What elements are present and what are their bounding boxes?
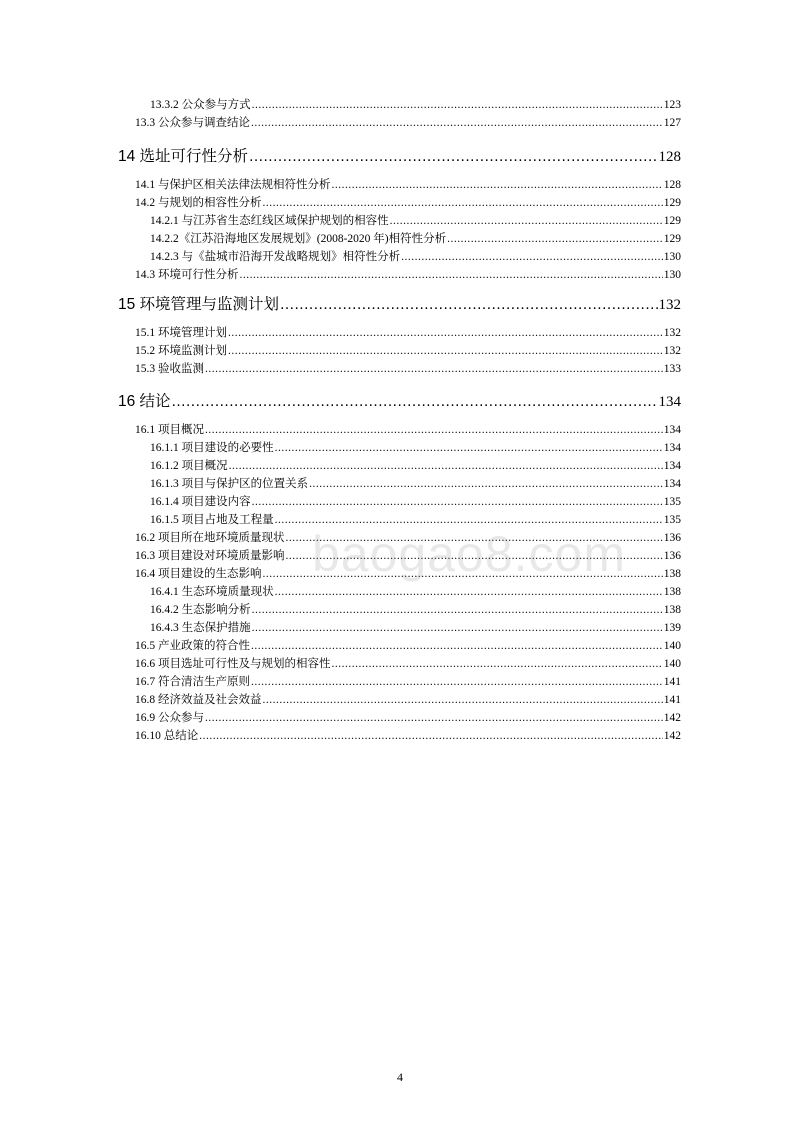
dot-leader bbox=[251, 638, 663, 655]
toc-entry-page: 140 bbox=[663, 658, 681, 670]
toc-entry[interactable] bbox=[150, 458, 681, 475]
toc-entry[interactable] bbox=[135, 361, 681, 378]
toc-entry-page: 135 bbox=[663, 496, 681, 508]
dot-leader bbox=[228, 343, 663, 360]
toc-entry-page: 134 bbox=[663, 478, 681, 490]
toc-entry-title: 14.2.1 与江苏省生态红线区域保护规划的相容性 bbox=[150, 215, 389, 227]
toc-entry-title: 16.4.3 生态保护措施 bbox=[150, 622, 251, 634]
toc-entry-page: 136 bbox=[663, 532, 681, 544]
toc-entry[interactable] bbox=[135, 710, 681, 727]
toc-entry-page: 140 bbox=[663, 640, 681, 652]
toc-entry-page: 141 bbox=[663, 676, 681, 688]
watermark: baogao8.com bbox=[312, 526, 627, 582]
toc-entry[interactable] bbox=[150, 249, 681, 266]
toc-entry[interactable] bbox=[135, 115, 681, 132]
dot-leader bbox=[263, 692, 663, 709]
dot-leader bbox=[199, 728, 663, 745]
page-number: 4 bbox=[397, 1070, 403, 1084]
toc-entry[interactable] bbox=[135, 422, 681, 439]
toc-entry-page: 133 bbox=[663, 363, 681, 375]
dot-leader bbox=[240, 267, 663, 284]
toc-entry-page: 134 bbox=[663, 442, 681, 454]
toc-entry[interactable] bbox=[135, 325, 681, 342]
dot-leader bbox=[252, 97, 663, 114]
toc-entry-title: 16.3 项目建设对环境质量影响 bbox=[135, 550, 285, 562]
dot-leader bbox=[447, 231, 663, 248]
toc-entry-page: 138 bbox=[663, 604, 681, 616]
dot-leader bbox=[275, 440, 663, 457]
toc-entry-page: 129 bbox=[663, 197, 681, 209]
toc-entry-page: 135 bbox=[663, 514, 681, 526]
toc-entry-title: 13.3.2 公众参与方式 bbox=[150, 99, 251, 111]
toc-entry-title: 16.1 项目概况 bbox=[135, 424, 204, 436]
toc-entry[interactable] bbox=[150, 494, 681, 511]
toc-entry[interactable] bbox=[150, 213, 681, 230]
toc-entry-title: 16.5 产业政策的符合性 bbox=[135, 640, 250, 652]
toc-entry-page: 129 bbox=[663, 215, 681, 227]
toc-entry-page: 129 bbox=[663, 233, 681, 245]
dot-leader bbox=[251, 115, 663, 132]
toc-entry-title: 16.9 公众参与 bbox=[135, 712, 204, 724]
toc-entry-page: 132 bbox=[663, 327, 681, 339]
toc-entry-page: 134 bbox=[663, 460, 681, 472]
toc-entry[interactable] bbox=[135, 638, 681, 655]
dot-leader bbox=[309, 476, 663, 493]
dot-leader bbox=[205, 361, 663, 378]
dot-leader bbox=[228, 325, 663, 342]
toc-entry[interactable] bbox=[135, 343, 681, 360]
toc-entry-title: 14 选址可行性分析 bbox=[118, 148, 249, 165]
toc-entry-title: 16.8 经济效益及社会效益 bbox=[135, 694, 262, 706]
toc-entry-title: 16.1.1 项目建设的必要性 bbox=[150, 442, 274, 454]
toc-entry-page: 134 bbox=[663, 424, 681, 436]
toc-entry-title: 15.1 环境管理计划 bbox=[135, 327, 227, 339]
toc-entry[interactable] bbox=[135, 728, 681, 745]
toc-entry[interactable] bbox=[150, 584, 681, 601]
toc-entry-page: 136 bbox=[663, 550, 681, 562]
toc-entry-page: 132 bbox=[658, 297, 681, 313]
toc-entry-title: 16.10 总结论 bbox=[135, 730, 199, 742]
toc-entry-title: 16.1.5 项目占地及工程量 bbox=[150, 514, 274, 526]
toc-entry-title: 15 环境管理与监测计划 bbox=[118, 296, 280, 313]
toc-entry-page: 134 bbox=[658, 394, 681, 410]
dot-leader bbox=[205, 710, 663, 727]
toc-entry-page: 141 bbox=[663, 694, 681, 706]
toc-chapter-entry[interactable] bbox=[118, 293, 681, 317]
toc-entry-title: 14.2 与规划的相容性分析 bbox=[135, 197, 262, 209]
toc-entry-page: 142 bbox=[663, 712, 681, 724]
toc-entry-page: 138 bbox=[663, 586, 681, 598]
toc-entry-page: 127 bbox=[663, 117, 681, 129]
dot-leader bbox=[390, 213, 663, 230]
toc-entry-title: 16 结论 bbox=[118, 393, 171, 410]
toc-entry[interactable] bbox=[150, 620, 681, 637]
toc-entry-title: 16.2 项目所在地环境质量现状 bbox=[135, 532, 285, 544]
toc-entry-page: 128 bbox=[658, 149, 681, 165]
dot-leader bbox=[252, 494, 663, 511]
toc-entry[interactable] bbox=[135, 674, 681, 691]
dot-leader bbox=[332, 656, 663, 673]
toc-entry-title: 14.2.2《江苏沿海地区发展规划》(2008-2020 年)相符性分析 bbox=[150, 233, 447, 245]
toc-entry[interactable] bbox=[135, 656, 681, 673]
toc-entry-title: 14.3 环境可行性分析 bbox=[135, 269, 239, 281]
dot-leader bbox=[229, 458, 663, 475]
toc-entry-page: 130 bbox=[663, 269, 681, 281]
toc-entry-title: 16.1.3 项目与保护区的位置关系 bbox=[150, 478, 309, 490]
toc-entry-page: 130 bbox=[663, 251, 681, 263]
dot-leader bbox=[280, 293, 657, 317]
dot-leader bbox=[251, 674, 663, 691]
toc-entry[interactable] bbox=[135, 267, 681, 284]
dot-leader bbox=[252, 602, 663, 619]
toc-entry-page: 142 bbox=[663, 730, 681, 742]
dot-leader bbox=[252, 620, 663, 637]
dot-leader bbox=[172, 390, 658, 414]
dot-leader bbox=[263, 195, 663, 212]
toc-entry-title: 16.1.2 项目概况 bbox=[150, 460, 228, 472]
toc-entry-page: 132 bbox=[663, 345, 681, 357]
toc-entry-page: 139 bbox=[663, 622, 681, 634]
toc-entry-title: 16.4.2 生态影响分析 bbox=[150, 604, 251, 616]
toc-entry[interactable] bbox=[150, 476, 681, 493]
toc-entry-title: 16.6 项目选址可行性及与规划的相容性 bbox=[135, 658, 331, 670]
dot-leader bbox=[205, 422, 663, 439]
toc-entry-title: 14.1 与保护区相关法律法规相符性分析 bbox=[135, 179, 331, 191]
dot-leader bbox=[401, 249, 663, 266]
toc-entry[interactable] bbox=[150, 602, 681, 619]
dot-leader bbox=[249, 145, 657, 169]
toc-entry[interactable] bbox=[135, 692, 681, 709]
toc-entry-title: 13.3 公众参与调查结论 bbox=[135, 117, 250, 129]
dot-leader bbox=[275, 584, 663, 601]
toc-entry-title: 15.2 环境监测计划 bbox=[135, 345, 227, 357]
toc-chapter-entry[interactable] bbox=[118, 145, 681, 169]
toc-entry[interactable] bbox=[135, 195, 681, 212]
toc-entry-title: 16.1.4 项目建设内容 bbox=[150, 496, 251, 508]
toc-entry-title: 15.3 验收监测 bbox=[135, 363, 204, 375]
toc-chapter-entry[interactable] bbox=[118, 390, 681, 414]
toc-entry-page: 138 bbox=[663, 568, 681, 580]
toc-entry-title: 14.2.3 与《盐城市沿海开发战略规划》相符性分析 bbox=[150, 251, 401, 263]
toc-entry[interactable] bbox=[150, 231, 681, 248]
toc-entry[interactable] bbox=[135, 177, 681, 194]
toc-entry-title: 16.7 符合清洁生产原则 bbox=[135, 676, 250, 688]
dot-leader bbox=[332, 177, 663, 194]
toc-entry-title: 16.4 项目建设的生态影响 bbox=[135, 568, 262, 580]
toc-entry[interactable] bbox=[150, 97, 681, 114]
toc-entry-page: 123 bbox=[663, 99, 681, 111]
toc-entry[interactable] bbox=[150, 440, 681, 457]
toc-entry-title: 16.4.1 生态环境质量现状 bbox=[150, 586, 274, 598]
toc-entry-page: 128 bbox=[663, 179, 681, 191]
